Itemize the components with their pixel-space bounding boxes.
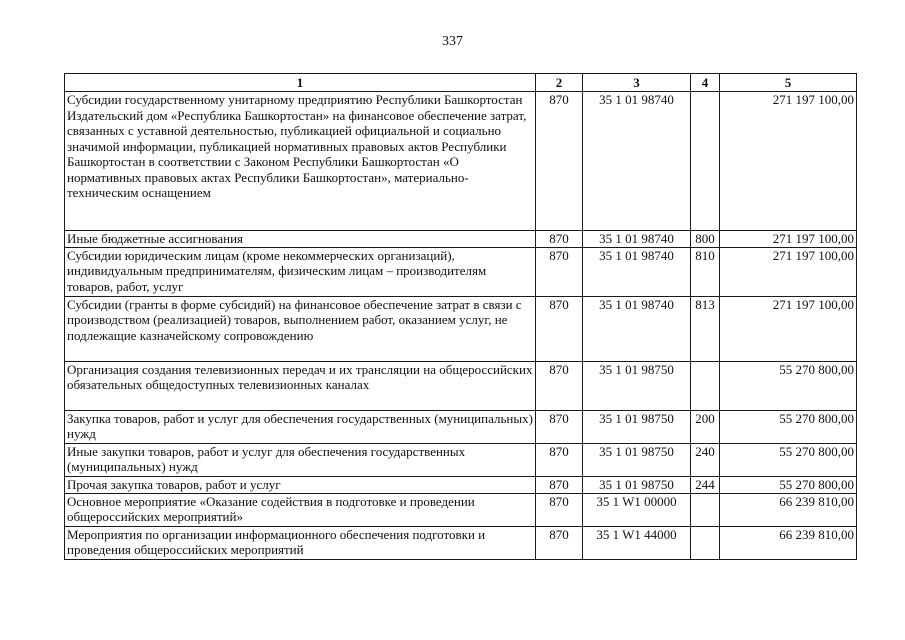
table-row (65, 231, 857, 248)
row-admin-code: 870 (536, 410, 583, 443)
row-expense-type: 800 (691, 231, 720, 248)
row-target-code: 35 1 01 98750 (583, 410, 691, 443)
row-target-code: 35 1 01 98750 (583, 443, 691, 476)
row-target-code: 35 1 01 98740 (583, 92, 691, 231)
table-row (65, 493, 857, 526)
row-sum: 55 270 800,00 (720, 361, 857, 410)
header-cell: 1 (65, 74, 536, 92)
table-row (65, 247, 857, 296)
row-admin-code: 870 (536, 443, 583, 476)
table-row (65, 526, 857, 559)
row-sum: 271 197 100,00 (720, 231, 857, 248)
row-admin-code: 870 (536, 493, 583, 526)
row-sum: 55 270 800,00 (720, 476, 857, 493)
row-target-code: 35 1 01 98740 (583, 296, 691, 361)
header-cell: 2 (536, 74, 583, 92)
row-expense-type (691, 92, 720, 231)
budget-table (64, 73, 857, 560)
table-header-row (65, 74, 857, 92)
row-name: Закупка товаров, работ и услуг для обеспечения государственных (муниципальных) нужд (65, 410, 536, 443)
row-name: Субсидии юридическим лицам (кроме некоммерческих организаций), индивидуальным предпринимателям, физическим лицам – производителям товаров, работ, услуг (65, 247, 536, 296)
row-name: Иные закупки товаров, работ и услуг для обеспечения государственных (муниципальных) нужд (65, 443, 536, 476)
row-expense-type: 244 (691, 476, 720, 493)
row-target-code: 35 1 01 98740 (583, 247, 691, 296)
row-expense-type (691, 526, 720, 559)
row-expense-type (691, 361, 720, 410)
page-number: 337 (442, 34, 463, 49)
row-sum: 271 197 100,00 (720, 92, 857, 231)
row-sum: 271 197 100,00 (720, 247, 857, 296)
row-expense-type (691, 493, 720, 526)
header-cell: 3 (583, 74, 691, 92)
row-target-code: 35 1 W1 00000 (583, 493, 691, 526)
row-target-code: 35 1 01 98750 (583, 361, 691, 410)
table-row (65, 476, 857, 493)
row-admin-code: 870 (536, 231, 583, 248)
row-name: Мероприятия по организации информационного обеспечения подготовки и проведения общероссийских мероприятий (65, 526, 536, 559)
row-admin-code: 870 (536, 247, 583, 296)
table-row (65, 443, 857, 476)
table-row (65, 410, 857, 443)
row-admin-code: 870 (536, 526, 583, 559)
table-row (65, 361, 857, 410)
header-cell: 5 (720, 74, 857, 92)
row-sum: 271 197 100,00 (720, 296, 857, 361)
row-name: Иные бюджетные ассигнования (65, 231, 536, 248)
row-expense-type: 810 (691, 247, 720, 296)
row-name: Организация создания телевизионных передач и их трансляции на общероссийских обязательных общедоступных телевизионных каналах (65, 361, 536, 410)
row-name: Прочая закупка товаров, работ и услуг (65, 476, 536, 493)
header-cell: 4 (691, 74, 720, 92)
row-target-code: 35 1 W1 44000 (583, 526, 691, 559)
row-sum: 55 270 800,00 (720, 410, 857, 443)
row-target-code: 35 1 01 98750 (583, 476, 691, 493)
row-admin-code: 870 (536, 361, 583, 410)
row-sum: 55 270 800,00 (720, 443, 857, 476)
table-row (65, 296, 857, 361)
row-expense-type: 813 (691, 296, 720, 361)
row-admin-code: 870 (536, 476, 583, 493)
row-admin-code: 870 (536, 296, 583, 361)
row-admin-code: 870 (536, 92, 583, 231)
row-sum: 66 239 810,00 (720, 526, 857, 559)
row-target-code: 35 1 01 98740 (583, 231, 691, 248)
row-name: Субсидии государственному унитарному предприятию Республики Башкортостан Издательский дом «Республика Башкортостан» на финансовое обеспечение затрат, связанных с уставной деятельностью, публикацией официальной и социально значимой информации, публикацией нормативных правовых актов Республики Башкортостан в соответствии с Законом Республики Башкортостан «О нормативных правовых актах Республики Башкортостан», материально-техническим оснащением (65, 92, 536, 231)
row-expense-type: 200 (691, 410, 720, 443)
row-name: Основное мероприятие «Оказание содействия в подготовке и проведении общероссийских мероприятий» (65, 493, 536, 526)
row-sum: 66 239 810,00 (720, 493, 857, 526)
row-expense-type: 240 (691, 443, 720, 476)
row-name: Субсидии (гранты в форме субсидий) на финансовое обеспечение затрат в связи с производством (реализацией) товаров, выполнением работ, оказанием услуг, не подлежащие казначейскому сопровождению (65, 296, 536, 361)
table-row (65, 92, 857, 231)
